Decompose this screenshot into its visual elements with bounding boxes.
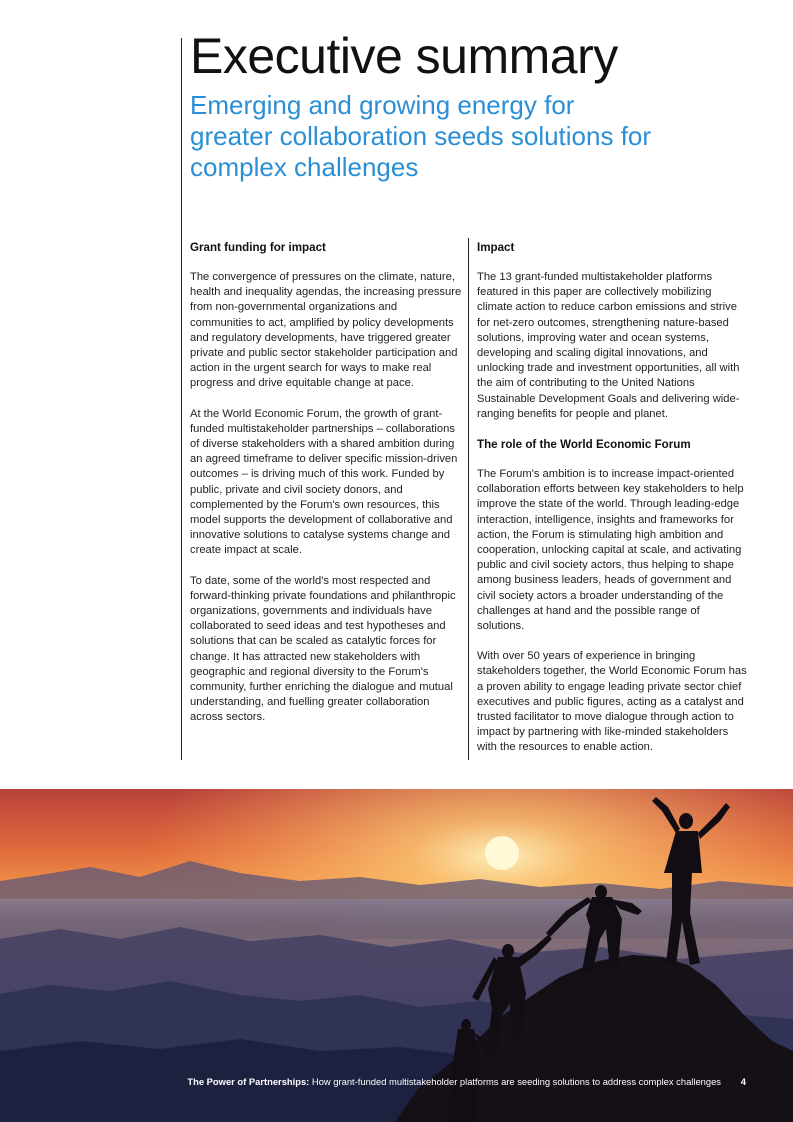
section-heading-grant-funding: Grant funding for impact <box>190 241 326 254</box>
body-paragraph: To date, some of the world's most respected and forward-thinking private foundations and philanthropic organizations, governments and individuals have collaborated to seed ideas and test hypotheses and solutions that can be scaled as catalytic forces for change. It has attracted new stakeholders with geographic and regional diversity to the Forum's community, further enriching the dialogue and mutual understanding, and fuelling greater collaboration across sectors. <box>190 574 456 724</box>
footer-report-title-bold: The Power of Partnerships: <box>187 1076 310 1087</box>
body-paragraph: The Forum's ambition is to increase impact-oriented collaboration efforts between key stakeholders to help improve the state of the world. Through leading-edge interaction, intelligence, insights and frameworks for action, the Forum is stimulating high ambition and cooperation, unlocking capital at scale, and activating public and civil society actors, thus helping to shape among business leaders, heads of government and civil society actors a broader understanding of the challenges at hand and the possible range of solutions. <box>477 468 744 633</box>
page-title: Executive summary <box>190 28 618 84</box>
left-column <box>190 240 462 741</box>
right-column <box>477 240 749 771</box>
body-paragraph: At the World Economic Forum, the growth of grant-funded multistakeholder partnerships – collaborations of diverse stakeholders with a shared ambition during an agreed timeframe to deliver specific mission-driven outcomes – is driving much of this work. Funded by public, private and civil society donors, and complemented by the Forum's own resources, this model supports the development of collaborative and innovative solutions to catalyse systems change and create impact at scale. <box>190 407 458 557</box>
body-paragraph: The convergence of pressures on the climate, nature, health and inequality agendas, the increasing pressure from non-governmental organizations and communities to act, amplified by policy developments and regulatory developments, have triggered greater private and public sector stakeholder participation and action in the urgent search for ways to make real progress and drive equitable change at pace. <box>190 271 462 390</box>
footer-report-title <box>187 1076 721 1087</box>
page-number: 4 <box>740 1076 746 1087</box>
footer-report-subtitle: How grant-funded multistakeholder platforms are seeding solutions to address complex challenges <box>311 1076 721 1087</box>
sunset-climbers-photo <box>0 789 793 1122</box>
body-paragraph: The 13 grant-funded multistakeholder platforms featured in this paper are collectively mobilizing climate action to reduce carbon emissions and strive for net-zero outcomes, strengthening nature-based solutions, improving water and ocean systems, developing and scaling digital innovations, and unlocking trade and investment opportunities, all with the aim of contributing to the United Nations Sustainable Development Goals and delivering wide-ranging benefits for people and planet. <box>477 271 740 420</box>
section-heading-role-of-forum: The role of the World Economic Forum <box>477 438 691 452</box>
body-paragraph: With over 50 years of experience in bringing stakeholders together, the World Economic Forum has a proven ability to engage leading private sector chief executives and public figures, acting as a catalyst and trusted facilitator to move dialogue through action to impact by partnering with like-minded stakeholders with the resources to enable action. <box>477 650 747 754</box>
column-divider-rule <box>468 238 469 760</box>
page-subtitle: Emerging and growing energy for greater collaboration seeds solutions for complex challenges <box>190 90 652 182</box>
title-vertical-rule <box>181 38 182 760</box>
section-heading-impact: Impact <box>477 241 515 254</box>
